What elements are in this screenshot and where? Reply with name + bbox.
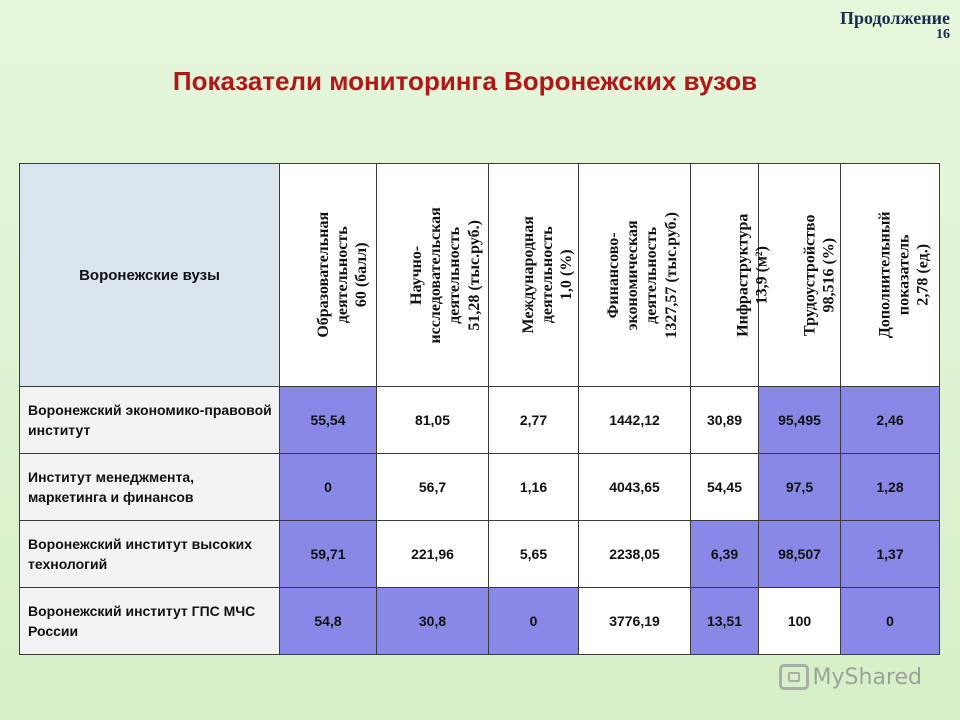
value-cell: 97,5 [759, 454, 841, 521]
value-cell: 55,54 [280, 387, 377, 454]
column-header-line: Инфраструктура [734, 213, 752, 337]
column-header-line: 98,516 (%) [820, 237, 838, 313]
value-cell: 95,495 [759, 387, 841, 454]
value-cell: 98,507 [759, 521, 841, 588]
table-row [20, 454, 940, 521]
column-header-line: 1,0 (%) [558, 249, 576, 301]
value-cell: 1,16 [489, 454, 579, 521]
column-header-line: 2,78 (ед.) [914, 244, 932, 306]
column-header-line: Образовательная [315, 212, 333, 338]
column-header-line: Трудоустройство [801, 214, 819, 336]
column-header [280, 164, 377, 387]
page-number: 16 [936, 27, 950, 42]
institute-name: Воронежский институт ГПС МЧС России [20, 588, 280, 655]
column-header-line: 60 (балл) [353, 242, 371, 308]
column-header-line: Международная [519, 216, 537, 334]
column-header-line: Финансово- [604, 232, 622, 318]
value-cell: 0 [841, 588, 940, 655]
value-cell: 13,51 [691, 588, 759, 655]
value-cell: 54,45 [691, 454, 759, 521]
column-header [691, 164, 771, 387]
value-cell: 0 [280, 454, 377, 521]
watermark [779, 664, 922, 690]
column-header [489, 164, 579, 387]
value-cell: 0 [489, 588, 579, 655]
column-header-line: деятельность [643, 226, 661, 324]
value-cell: 2,77 [489, 387, 579, 454]
value-cell: 1442,12 [579, 387, 691, 454]
value-cell: 56,7 [377, 454, 489, 521]
continuation-text: Продолжение [840, 8, 950, 28]
value-cell: 221,96 [377, 521, 489, 588]
column-header-line: деятельность [539, 226, 557, 324]
value-cell: 81,05 [377, 387, 489, 454]
monitoring-table [19, 163, 940, 655]
value-cell: 5,65 [489, 521, 579, 588]
value-cell: 1,28 [841, 454, 940, 521]
column-header-line: Дополнительный [876, 211, 894, 339]
value-cell: 4043,65 [579, 454, 691, 521]
value-cell: 6,39 [691, 521, 759, 588]
value-cell: 30,89 [691, 387, 759, 454]
column-header-line: 51,28 (тыс.руб.) [465, 219, 483, 331]
table-row [20, 521, 940, 588]
value-cell: 1,37 [841, 521, 940, 588]
column-header-line: экономическая [624, 220, 642, 331]
value-cell: 54,8 [280, 588, 377, 655]
continuation-label [840, 8, 950, 43]
value-cell: 2,46 [841, 387, 940, 454]
institute-name: Воронежский экономико-правовой институт [20, 387, 280, 454]
column-header-line: деятельность [446, 226, 464, 324]
column-header [579, 164, 691, 387]
watermark-text: MyShared [812, 664, 922, 690]
table-row [20, 588, 940, 655]
row-header-cell: Воронежские вузы [20, 164, 280, 387]
institute-name: Институт менеджмента, маркетинга и финансов [20, 454, 280, 521]
column-header [377, 164, 489, 387]
column-header [841, 164, 940, 387]
header-row [20, 164, 940, 387]
value-cell: 100 [759, 588, 841, 655]
value-cell: 30,8 [377, 588, 489, 655]
column-header-line: 1327,57 (тыс.руб.) [662, 211, 680, 339]
column-header-line: 13,9 (м²) [753, 245, 771, 305]
column-header-line: Научно- [407, 245, 425, 305]
column-header-line: показатель [895, 234, 913, 316]
value-cell: 59,71 [280, 521, 377, 588]
value-cell: 2238,05 [579, 521, 691, 588]
value-cell: 3776,19 [579, 588, 691, 655]
column-header-line: исследовательская [426, 206, 444, 344]
column-header-line: деятельность [334, 226, 352, 324]
page-title: Показатели мониторинга Воронежских вузов [172, 66, 758, 96]
institute-name: Воронежский институт высоких технологий [20, 521, 280, 588]
table-row [20, 387, 940, 454]
presentation-icon [779, 664, 809, 690]
